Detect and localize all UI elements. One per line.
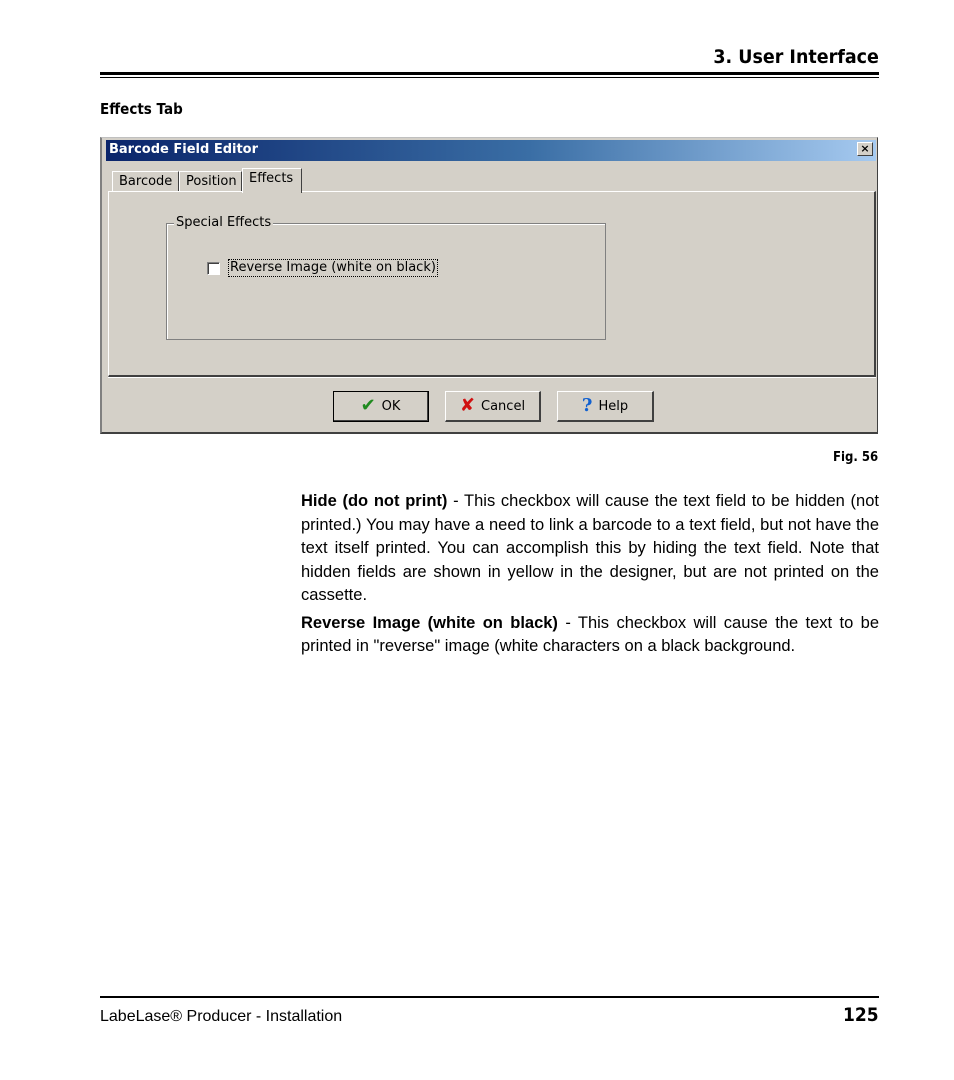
header-rule-thin — [100, 77, 879, 78]
header-rule — [100, 72, 879, 75]
special-effects-group — [166, 215, 606, 340]
body-text — [301, 490, 879, 663]
ok-label: OK — [381, 398, 401, 414]
question-mark-icon: ? — [581, 395, 593, 416]
cancel-label: Cancel — [481, 398, 526, 414]
ok-button[interactable] — [333, 391, 429, 422]
term-hide: Hide (do not print) — [301, 492, 448, 510]
paragraph-reverse — [301, 612, 879, 659]
dialog-titlebar[interactable] — [106, 140, 876, 161]
term-reverse: Reverse Image (white on black) — [301, 613, 558, 632]
tab-effects[interactable]: Effects — [242, 168, 302, 193]
page-header — [100, 44, 879, 74]
figure-label: Fig. 56 — [832, 450, 878, 465]
checkmark-icon: ✔ — [360, 395, 376, 416]
footer-rule — [100, 996, 879, 998]
effects-tab-panel — [108, 191, 876, 377]
reverse-image-checkbox[interactable] — [207, 262, 220, 275]
chapter-heading: 3. User Interface — [713, 46, 879, 68]
section-title: Effects Tab — [100, 100, 183, 118]
paragraph-hide — [301, 490, 879, 608]
page-number: 125 — [843, 1004, 879, 1026]
tab-barcode[interactable]: Barcode — [112, 171, 179, 192]
help-label: Help — [598, 398, 629, 414]
group-legend: Special Effects — [176, 215, 272, 230]
footer-product: LabeLase® Producer - Installation — [100, 1008, 343, 1025]
desc-hide: - This checkbox will cause the text field to be hidden (not printed.) You may have a need to link a barcode to a text field, but not have the text itself printed. You can accomplish this by hiding the text field. Note that hidden fields are shown in yellow in the designer, but are not printed on the cassette. — [301, 492, 879, 604]
help-button[interactable] — [557, 391, 654, 422]
dialog-button-bar — [108, 377, 876, 432]
close-icon[interactable]: × — [857, 142, 873, 156]
reverse-image-label[interactable]: Reverse Image (white on black) — [230, 260, 436, 275]
dialog-title: Barcode Field Editor — [109, 142, 259, 157]
tab-position[interactable]: Position — [179, 171, 242, 192]
cancel-x-icon: ✘ — [459, 395, 476, 416]
desc-reverse: - This checkbox will cause the text to be printed in "reverse" image (white characters on a black background. — [301, 613, 879, 655]
cancel-button[interactable] — [445, 391, 541, 422]
barcode-field-editor-dialog — [100, 137, 878, 434]
